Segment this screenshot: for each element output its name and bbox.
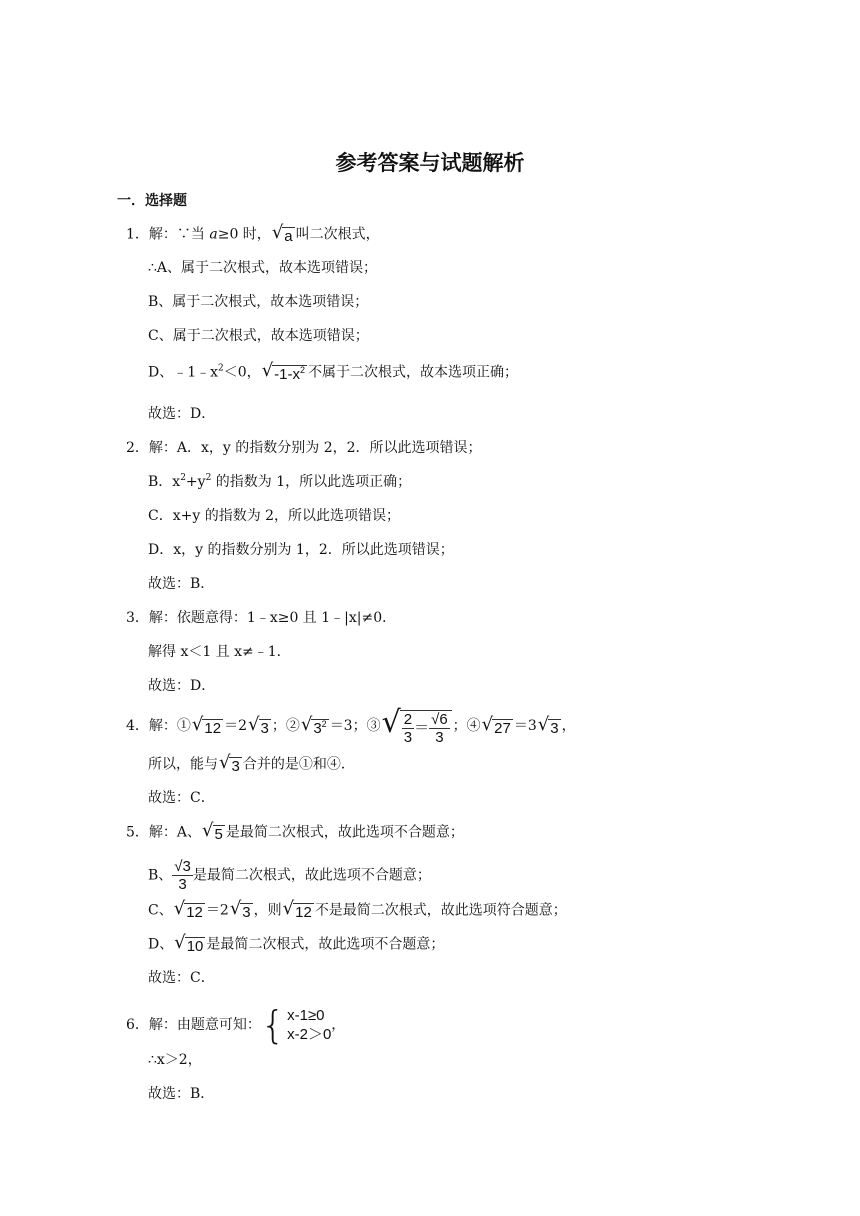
inequality-system: { x-1≥0 x-2＞0 (260, 1003, 332, 1047)
q4-line-2: 所以，能与 √ 3 合并的是①和④． (148, 752, 355, 775)
sqrt-a: √ a (271, 222, 293, 245)
q1-line-4: C、属于二次根式，故本选项错误； (148, 328, 369, 344)
q2-line-4: D．x，y 的指数分别为 1，2．所以此选项错误； (148, 542, 454, 558)
q2-line-1: 2．解：A．x，y 的指数分别为 2，2．所以此选项错误； (126, 440, 482, 456)
q1-line-5: D、$﹣1﹣x^2<0$， √ $-1-x^2$ 不属于二次根式，故本选项正确； (148, 360, 519, 383)
q5-line-1: 5．解：A、 √ 5 是最简二次根式，故此选项不合题意； (126, 820, 464, 843)
q3-answer: 故选：D． (148, 678, 216, 694)
section-heading: 一．选择题 (117, 193, 187, 209)
q4-line-1: 4．解：① √ 12 ＝2 √ 3 ；② √ $3^2$ ＝3；③ √ $\frac{2}{3}$ ＝ $\frac{√6}{3}$ ；④ √ 27 ＝3 √ 3 ， (126, 705, 576, 746)
q5-line-3: C、 √ 12 ＝2 √ 3 ，则 √ 12 不是最简二次根式，故此选项符合题意； (148, 898, 567, 921)
q6-line-1: 6．解：由题意可知： { x-1≥0 x-2＞0 ， (126, 1003, 346, 1047)
q2-answer: 故选：B． (148, 576, 215, 592)
q5-line-4: D、 √ 10 是最简二次根式，故此选项不合题意； (148, 932, 445, 955)
q1-line-3: B、属于二次根式，故本选项错误； (148, 294, 369, 310)
q3-line-2: 解得 x＜1 且 x≠﹣1． (148, 644, 291, 660)
q5-answer: 故选：C． (148, 970, 215, 986)
q3-line-1: 3．解：依题意得：1﹣x≥0 且 1﹣|x|≠0． (126, 610, 397, 626)
q2-line-3: C．x+y 的指数为 2，所以此选项错误； (148, 508, 401, 524)
page-title: 参考答案与试题解析 (335, 150, 525, 175)
q2-line-2: B．$x^2+y^2$ 的指数为 1，所以此选项正确； (148, 473, 412, 490)
q5-line-2: B、 $\frac{√3}{3}$ 是最简二次根式，故此选项不合题意； (148, 858, 431, 893)
q4-answer: 故选：C． (148, 790, 215, 806)
q1-line-1: 1．解：∵当 a≥0 时， √ a 叫二次根式， (126, 222, 380, 245)
sqrt-neg1-x2: √ $-1-x^2$ (261, 360, 306, 383)
q1-line-2: ∴A、属于二次根式，故本选项错误； (148, 260, 378, 276)
q1-answer: 故选：D． (148, 406, 216, 422)
q6-answer: 故选：B． (148, 1086, 215, 1102)
q6-line-2: ∴x＞2， (148, 1052, 202, 1068)
